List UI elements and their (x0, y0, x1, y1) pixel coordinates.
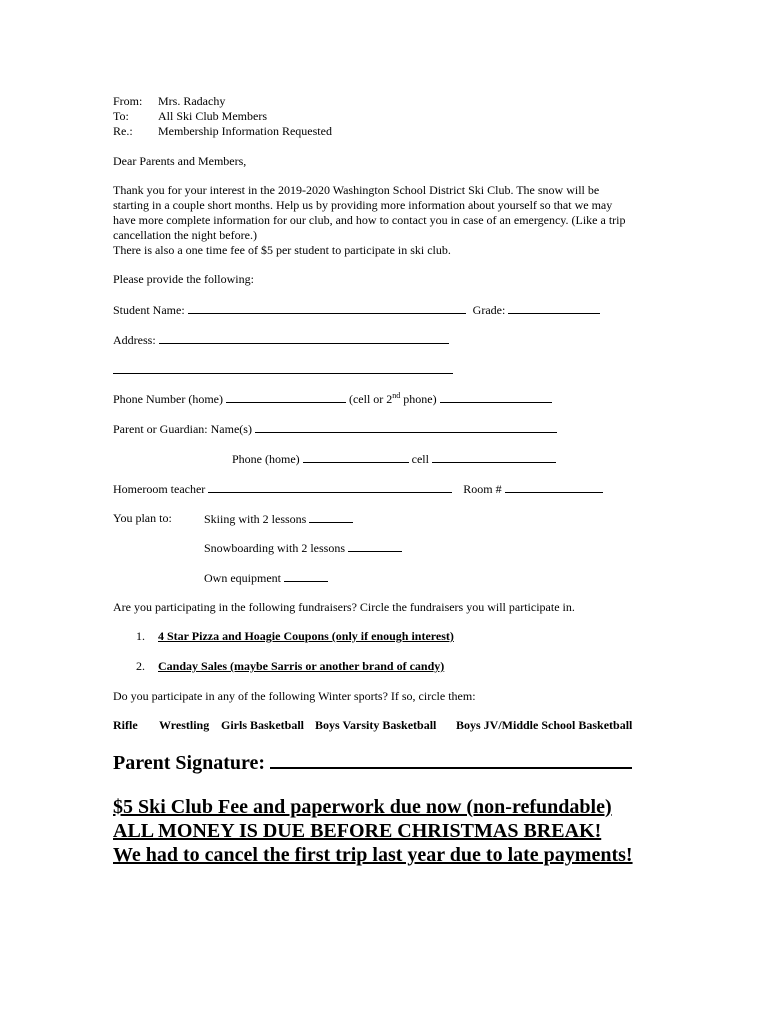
guardian-label: Parent or Guardian: Name(s) (113, 422, 252, 436)
guardian-phone-home-field[interactable] (303, 451, 409, 463)
from-label: From: (113, 94, 143, 108)
intro-line-4: cancellation the night before.) (113, 228, 257, 242)
plan-own-row (204, 570, 328, 585)
cell-label-post: phone) (400, 392, 437, 406)
student-name-label: Student Name: (113, 303, 185, 317)
intro-line-3: have more complete information for our club, and how to contact you in case of an emergency. (Like a trip (113, 213, 626, 227)
plan-ski-field[interactable] (309, 511, 353, 523)
sports-question: Do you participate in any of the following Winter sports? If so, circle them: (113, 689, 476, 703)
grade-field[interactable] (508, 302, 600, 314)
guardian-cell-field[interactable] (432, 451, 556, 463)
re-value: Membership Information Requested (158, 124, 332, 138)
guardian-name-field[interactable] (255, 421, 557, 433)
fundraiser-question: Are you participating in the following fundraisers? Circle the fundraisers you will participate in. (113, 600, 575, 614)
room-field[interactable] (505, 481, 603, 493)
fundraiser-text: Canday Sales (maybe Sarris or another brand of candy) (158, 659, 445, 673)
phone-home-label: Phone Number (home) (113, 392, 223, 406)
guardian-cell-label: cell (411, 452, 429, 466)
phone-row (113, 391, 552, 406)
plan-own-label: Own equipment (204, 571, 281, 585)
plan-label: You plan to: (113, 511, 172, 525)
sport-item-wrestling[interactable]: Wrestling (159, 718, 210, 732)
sport-item-girls-basketball[interactable]: Girls Basketball (221, 718, 305, 732)
sport-item-boys-jv[interactable]: Boys JV/Middle School Basketball (456, 718, 633, 732)
fundraiser-num: 2. (136, 659, 145, 673)
guardian-phone-home-label: Phone (home) (232, 452, 300, 466)
guardian-phone-row (232, 451, 556, 466)
re-label: Re.: (113, 124, 133, 138)
address-field-2[interactable] (113, 362, 453, 374)
homeroom-label: Homeroom teacher (113, 482, 206, 496)
cell-phone-field[interactable] (440, 391, 552, 403)
provide-heading: Please provide the following: (113, 272, 254, 286)
address-row (113, 332, 449, 347)
address-row-2 (113, 362, 453, 377)
room-label: Room # (463, 482, 502, 496)
parent-signature-field[interactable] (270, 749, 632, 769)
plan-ski-label: Skiing with 2 lessons (204, 512, 307, 526)
student-name-row (113, 302, 600, 317)
guardian-row (113, 421, 557, 436)
salutation: Dear Parents and Members, (113, 154, 247, 168)
student-name-field[interactable] (188, 302, 466, 314)
plan-snow-field[interactable] (348, 540, 402, 552)
cancel-notice: We had to cancel the first trip last year due to late payments! (113, 844, 633, 866)
to-value: All Ski Club Members (158, 109, 268, 123)
cell-label-pre: (cell or 2 (348, 392, 393, 406)
plan-snow-label: Snowboarding with 2 lessons (204, 541, 345, 555)
parent-signature-label: Parent Signature: (113, 752, 266, 774)
to-label: To: (113, 109, 129, 123)
address-field-1[interactable] (159, 332, 449, 344)
phone-home-field[interactable] (226, 391, 346, 403)
parent-signature-row (113, 749, 632, 775)
address-label: Address: (113, 333, 156, 347)
from-value: Mrs. Radachy (158, 94, 226, 108)
sport-item-boys-varsity[interactable]: Boys Varsity Basketball (315, 718, 437, 732)
intro-line-2: starting in a couple short months. Help us by providing more information about yourself so that we may (113, 198, 613, 212)
fundraiser-num: 1. (136, 629, 145, 643)
money-notice: ALL MONEY IS DUE BEFORE CHRISTMAS BREAK! (113, 820, 602, 842)
plan-own-field[interactable] (284, 570, 328, 582)
fundraiser-item[interactable] (136, 659, 445, 673)
intro-line-1: Thank you for your interest in the 2019-2020 Washington School District Ski Club. The snow will be (113, 183, 600, 197)
plan-snow-row (204, 540, 402, 555)
grade-label: Grade: (472, 303, 506, 317)
fee-notice: $5 Ski Club Fee and paperwork due now (non-refundable) (113, 796, 612, 818)
sport-item-rifle[interactable]: Rifle (113, 718, 138, 732)
homeroom-field[interactable] (208, 481, 452, 493)
cell-label-sup: nd (392, 391, 401, 400)
intro-line-5: There is also a one time fee of $5 per student to participate in ski club. (113, 243, 451, 257)
fundraiser-item[interactable] (136, 629, 454, 643)
homeroom-row (113, 481, 603, 496)
fundraiser-text: 4 Star Pizza and Hoagie Coupons (only if enough interest) (158, 629, 454, 643)
plan-ski-row (204, 511, 353, 526)
